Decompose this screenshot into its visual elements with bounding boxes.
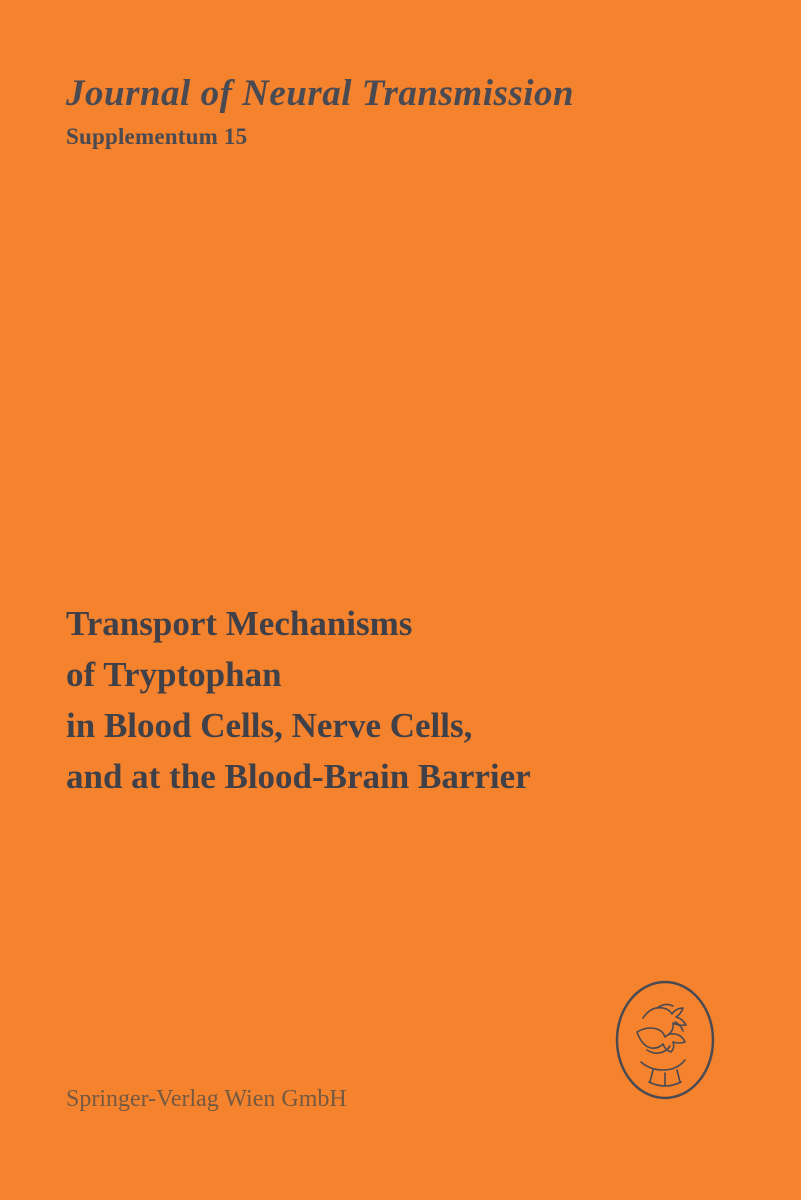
title-line-4: and at the Blood-Brain Barrier [66, 757, 531, 796]
journal-title: Journal of Neural Transmission [66, 73, 575, 114]
supplement-number: Supplementum 15 [66, 124, 248, 149]
title-line-1: Transport Mechanisms [66, 604, 413, 643]
springer-knight-logo-icon [613, 978, 717, 1102]
title-line-2: of Tryptophan [66, 655, 282, 694]
title-line-3: in Blood Cells, Nerve Cells, [66, 706, 473, 745]
page-title [66, 598, 756, 802]
publisher-name: Springer-Verlag Wien GmbH [66, 1086, 347, 1112]
